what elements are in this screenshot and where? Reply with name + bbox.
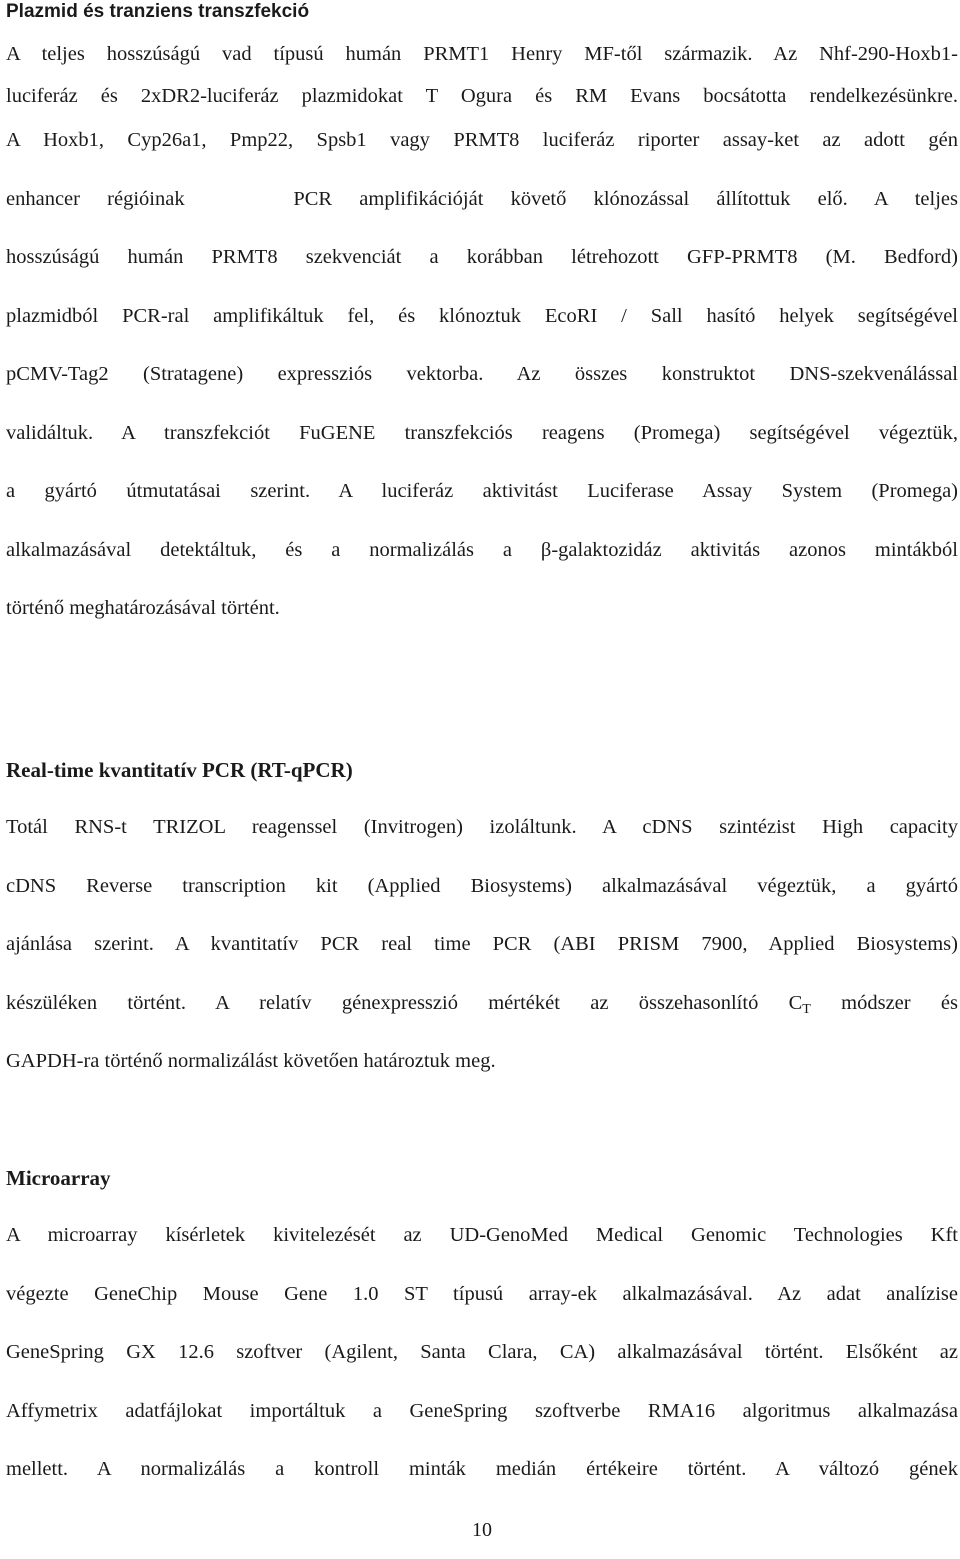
text-line: ajánlása szerint. A kvantitatív PCR real time PCR (ABI PRISM 7900, Applied Biosystems) [6, 933, 958, 956]
text-line: pCMV-Tag2 (Stratagene) expressziós vektorba. Az összes konstruktot DNS-szekvenálással [6, 363, 958, 385]
text-line: történő meghatározásával történt. [6, 597, 280, 619]
section-title-microarray: Microarray [6, 1166, 111, 1190]
subscript-t: T [802, 1001, 811, 1017]
paragraph-plasmid [6, 40, 958, 638]
text-line: mellett. A normalizálás a kontroll minták medián értékeire történt. A változó gének [6, 1458, 958, 1481]
text-line: plazmidból PCR-ral amplifikáltuk fel, és klónoztuk EcoRI / Sall hasító helyek segítségével [6, 304, 958, 327]
text-line: a gyártó útmutatásai szerint. A luciferáz aktivitást Luciferase Assay System (Promega) [6, 480, 958, 502]
text-line: hosszúságú humán PRMT8 szekvenciát a korábban létrehozott GFP-PRMT8 (M. Bedford) [6, 246, 958, 268]
text-line: végezte GeneChip Mouse Gene 1.0 ST típusú array-ek alkalmazásával. Az adat analízise [6, 1282, 958, 1305]
text-line: cDNS Reverse transcription kit (Applied Biosystems) alkalmazásával végeztük, a gyártó [6, 874, 958, 897]
section-title-qpcr: Real-time kvantitatív PCR (RT-qPCR) [6, 758, 353, 782]
page-number: 10 [472, 1519, 492, 1541]
text-line: A Hoxb1, Cyp26a1, Pmp22, Spsb1 vagy PRMT8 luciferáz riporter assay-ket az adott gén [6, 129, 958, 151]
text-line: validáltuk. A transzfekciót FuGENE transzfekciós reagens (Promega) segítségével végeztük, [6, 421, 958, 444]
section-title-plasmid: Plazmid és tranziens transzfekció [6, 1, 310, 22]
text-line: Affymetrix adatfájlokat importáltuk a GeneSpring szoftverbe RMA16 algoritmus alkalmazása [6, 1399, 958, 1422]
paragraph-qpcr [6, 798, 958, 1091]
paragraph-microarray [6, 1206, 958, 1499]
text-segment: készüléken történt. A relatív génexpresszió mértékét az összehasonlító C [6, 991, 803, 1014]
text-line: GAPDH-ra történő normalizálást követően határoztuk meg. [6, 1050, 496, 1073]
text-segment: módszer és [810, 991, 958, 1014]
text-line: enhancer régióinak PCR amplifikációját követő klónozással állítottuk elő. A teljes [6, 187, 958, 210]
text-line-ct [6, 974, 958, 1033]
text-line: GeneSpring GX 12.6 szoftver (Agilent, Santa Clara, CA) alkalmazásával történt. Elsőként az [6, 1341, 958, 1364]
text-line: luciferáz és 2xDR2-luciferáz plazmidokat T Ogura és RM Evans bocsátotta rendelkezésünkre. [6, 85, 958, 107]
text-line: A microarray kísérletek kivitelezését az UD-GenoMed Medical Genomic Technologies Kft [6, 1224, 958, 1246]
text-line: alkalmazásával detektáltuk, és a normalizálás a β-galaktozidáz aktivitás azonos mintákból [6, 538, 958, 561]
text-line: Totál RNS-t TRIZOL reagenssel (Invitrogen) izoláltunk. A cDNS szintézist High capacity [6, 816, 958, 838]
text-line: A teljes hosszúságú vad típusú humán PRMT1 Henry MF-től származik. Az Nhf-290-Hoxb1- [6, 43, 958, 65]
